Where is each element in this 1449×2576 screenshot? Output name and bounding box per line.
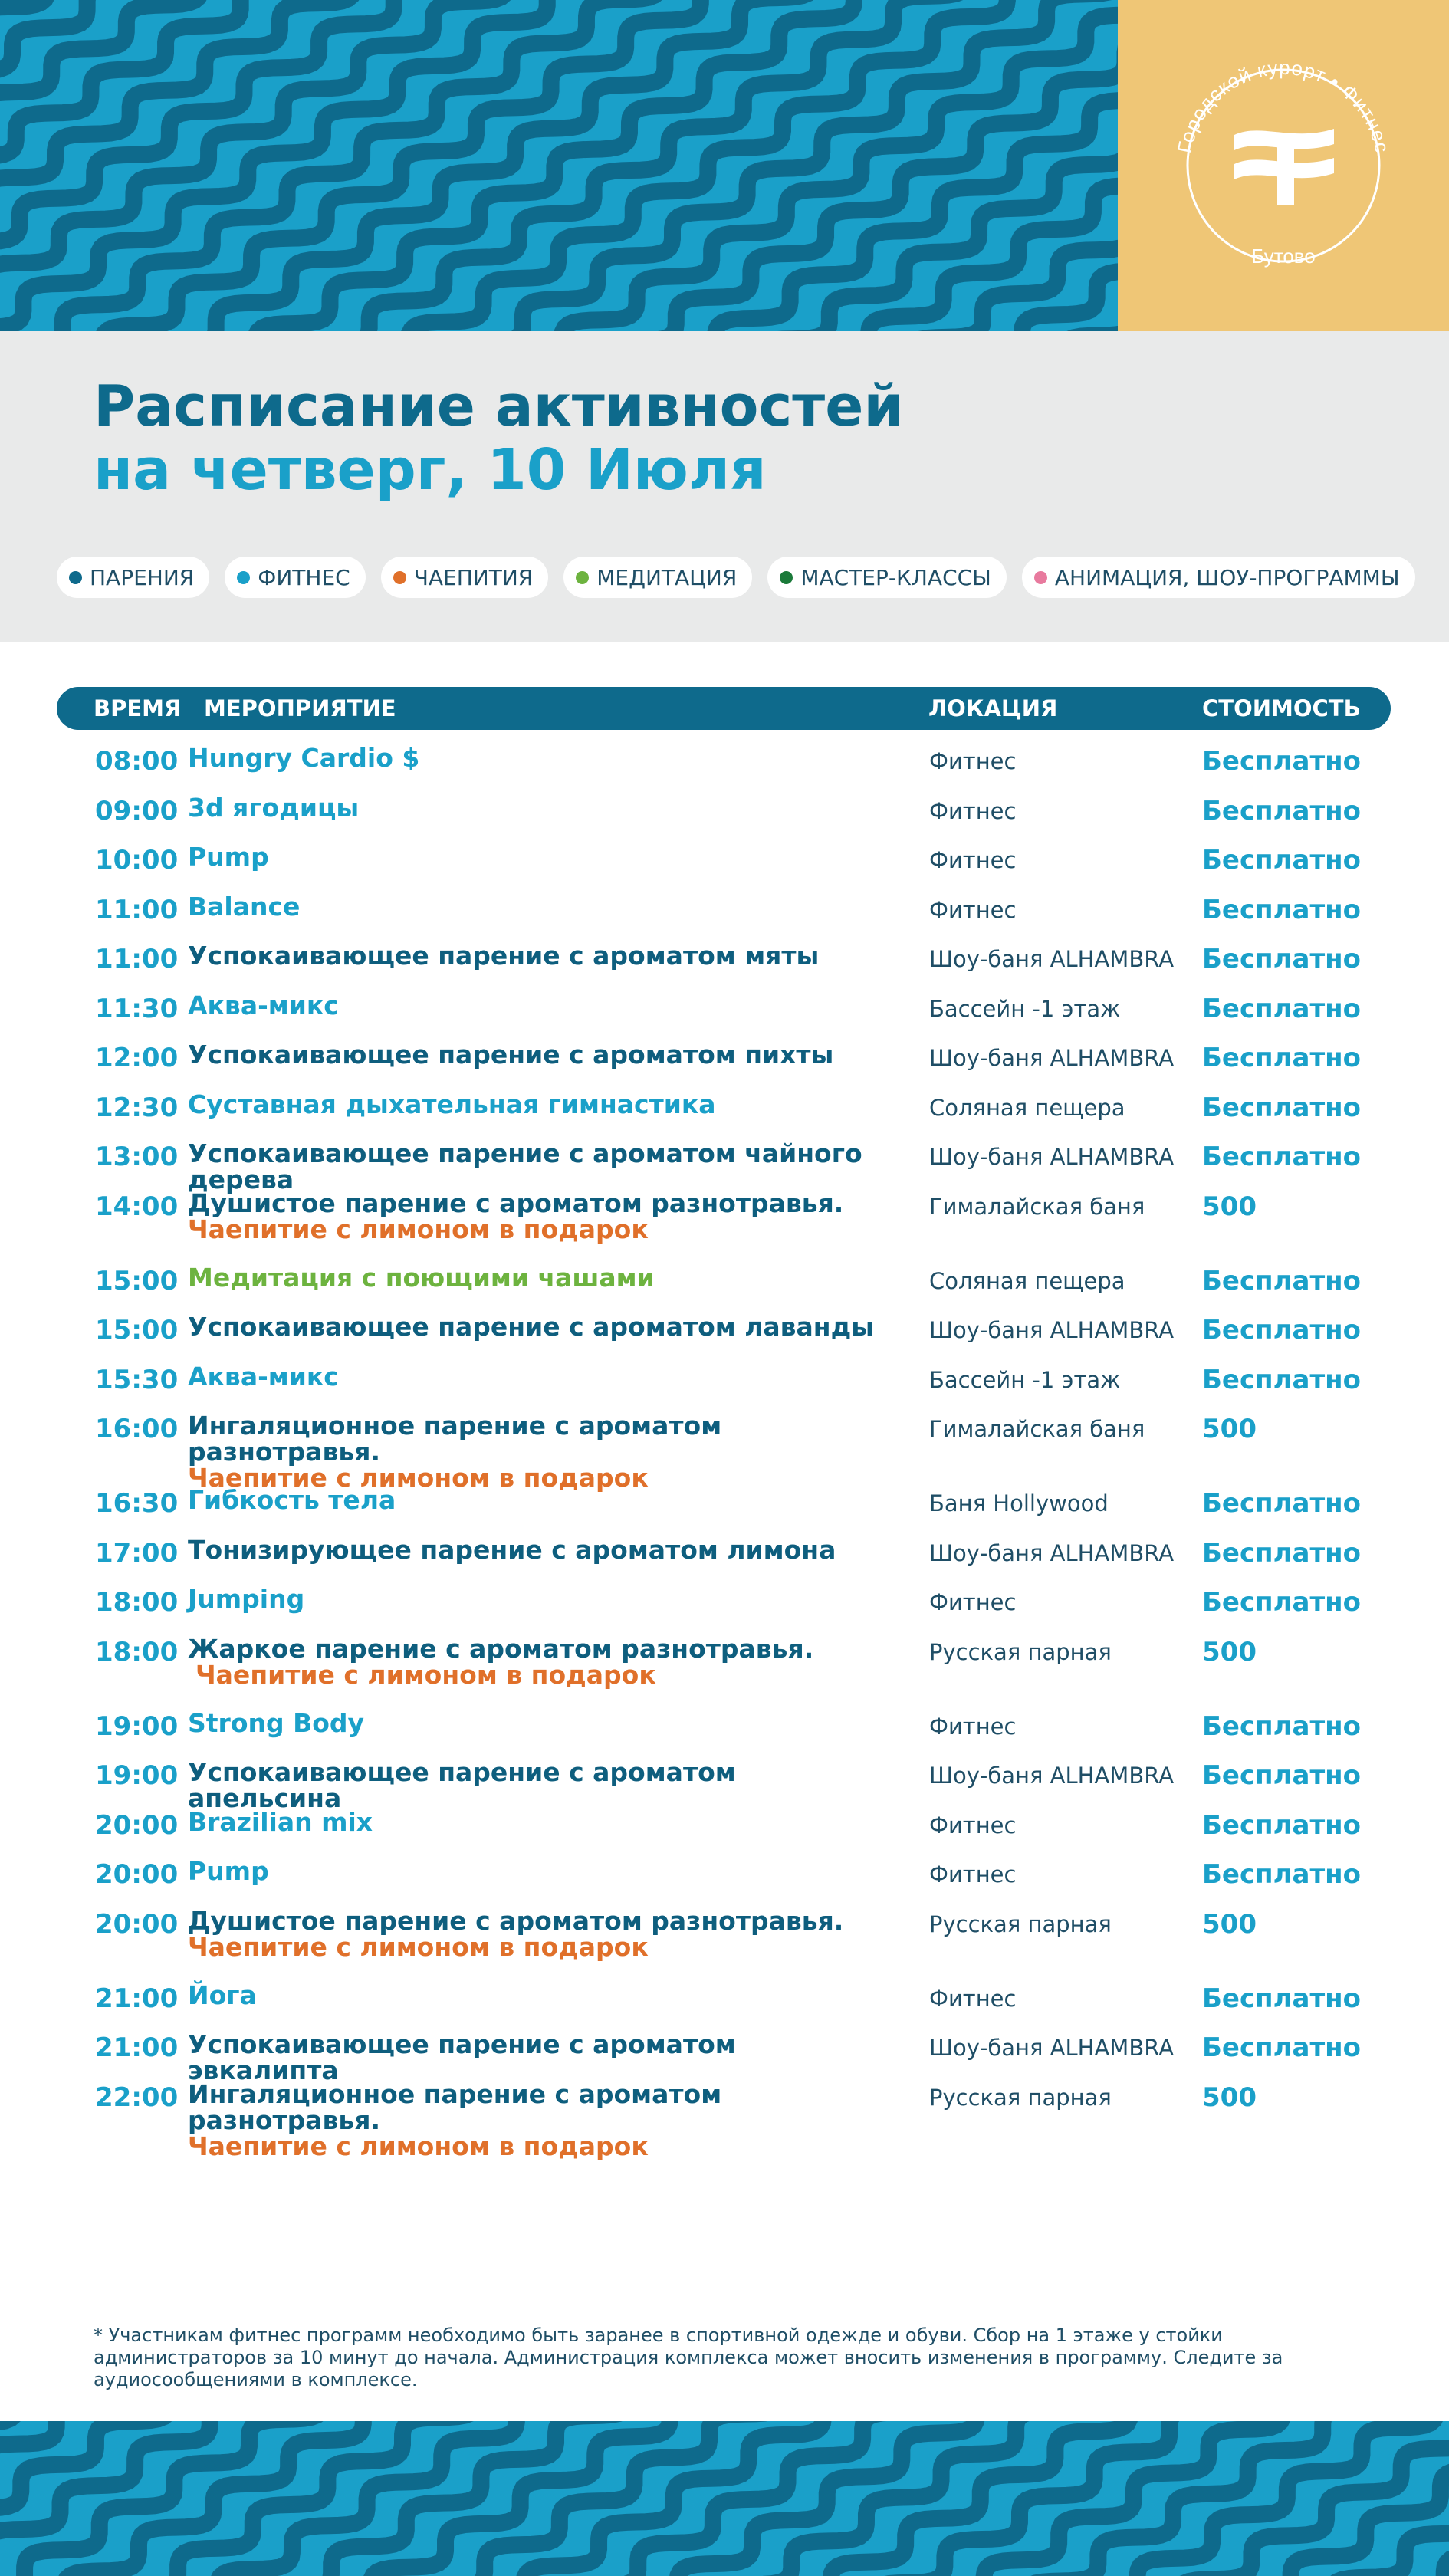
table-row: [0, 1405, 1449, 1493]
row-time: 20:00: [95, 1908, 179, 1940]
event-title: Суставная дыхательная гимнастика: [188, 1089, 716, 1119]
row-price: Бесплатно: [1202, 1859, 1362, 1890]
schedule-table-header: [57, 687, 1391, 730]
row-location: Фитнес: [929, 896, 1017, 923]
row-price: Бесплатно: [1202, 1043, 1362, 1073]
table-row: [0, 1084, 1449, 1134]
table-row: [0, 1356, 1449, 1406]
table-row: [0, 1306, 1449, 1356]
table-row: [0, 1851, 1449, 1901]
table-row: [0, 935, 1449, 985]
table-row: [0, 1257, 1449, 1307]
row-event: [188, 1314, 878, 1340]
top-banner: [0, 0, 1449, 331]
event-title: Pump: [188, 1856, 269, 1886]
row-time: 18:00: [95, 1636, 179, 1668]
event-title: Pump: [188, 842, 269, 872]
row-location: Фитнес: [929, 1861, 1017, 1888]
row-price: Бесплатно: [1202, 1265, 1362, 1296]
row-event: [188, 1262, 878, 1293]
brand-ring-text: Городской курорт • Фитнес: [1172, 55, 1395, 156]
row-time: 20:00: [95, 1859, 179, 1890]
row-event: [188, 1707, 878, 1738]
row-event: [188, 1806, 878, 1837]
event-title: Hungry Cardio $: [188, 743, 420, 773]
row-time: 11:00: [95, 944, 179, 974]
legend-item-tea: ЧАЕПИТИЯ: [381, 557, 549, 598]
table-row: [0, 1802, 1449, 1852]
row-time: 15:00: [95, 1315, 179, 1346]
event-title: Душистое парение с ароматом разнотравья.: [188, 1905, 844, 1936]
row-location: Русская парная: [929, 1911, 1112, 1937]
bottom-wave-pattern: [0, 2421, 1449, 2576]
header-time: ВРЕМЯ: [94, 695, 182, 721]
row-location: Шоу-баня ALHAMBRA: [929, 1763, 1175, 1789]
dot-icon: [69, 571, 82, 584]
table-row: [0, 1901, 1449, 1975]
row-price: Бесплатно: [1202, 1710, 1362, 1742]
row-price: Бесплатно: [1202, 1364, 1362, 1395]
event-title: Успокаивающее парение с ароматом эвкалипта: [188, 2029, 736, 2085]
event-title: Душистое парение с ароматом разнотравья.: [188, 1188, 844, 1218]
dot-icon: [393, 571, 406, 584]
row-time: 10:00: [95, 845, 179, 876]
table-row: [0, 1530, 1449, 1579]
event-title: Аква-микс: [188, 1361, 339, 1392]
table-row: [0, 985, 1449, 1035]
row-time: 18:00: [95, 1587, 179, 1618]
event-title: 3d ягодицы: [188, 792, 360, 823]
legend-item-animation: АНИМАЦИЯ, ШОУ-ПРОГРАММЫ: [1022, 557, 1415, 598]
row-price: 500: [1202, 1908, 1257, 1940]
legend-item-meditation: МЕДИТАЦИЯ: [564, 557, 752, 598]
row-event: [188, 844, 878, 870]
row-price: Бесплатно: [1202, 1488, 1362, 1519]
row-event: [188, 1586, 878, 1612]
row-time: 22:00: [95, 2082, 179, 2113]
row-price: Бесплатно: [1202, 1587, 1362, 1618]
row-location: Русская парная: [929, 2084, 1112, 2111]
page-title: Расписание активностей: [94, 373, 904, 439]
row-location: Фитнес: [929, 847, 1017, 873]
row-time: 21:00: [95, 2032, 179, 2063]
row-price: Бесплатно: [1202, 1760, 1362, 1791]
legend-item-fitness: ФИТНЕС: [225, 557, 365, 598]
table-row: [0, 787, 1449, 837]
row-location: Фитнес: [929, 1812, 1017, 1838]
row-location: Фитнес: [929, 748, 1017, 774]
logo-panel: [1118, 0, 1449, 331]
row-event: [188, 943, 878, 969]
row-location: Шоу-баня ALHAMBRA: [929, 1539, 1175, 1566]
header-price: СТОИМОСТЬ: [1202, 695, 1361, 721]
row-location: Бассейн -1 этаж: [929, 1366, 1121, 1393]
row-time: 15:00: [95, 1265, 179, 1296]
legend-item-steam: ПАРЕНИЯ: [57, 557, 209, 598]
row-price: Бесплатно: [1202, 944, 1362, 974]
row-price: 500: [1202, 1414, 1257, 1444]
row-event: [188, 990, 878, 1020]
table-row: [0, 1480, 1449, 1530]
row-location: Шоу-баня ALHAMBRA: [929, 946, 1175, 972]
row-price: 500: [1202, 1636, 1257, 1668]
row-time: 16:00: [95, 1414, 179, 1444]
row-event: [188, 1361, 878, 1392]
row-event: [188, 792, 878, 823]
row-time: 19:00: [95, 1710, 179, 1742]
tea-gift-note: Чаепитие с лимоном в подарок: [188, 1214, 649, 1244]
event-title: Успокаивающее парение с ароматом лаванды: [188, 1312, 875, 1342]
dot-icon: [576, 571, 589, 584]
row-event: [188, 1089, 878, 1119]
row-price: Бесплатно: [1202, 795, 1362, 826]
row-location: Фитнес: [929, 1985, 1017, 2012]
table-row: [0, 1579, 1449, 1628]
row-location: Гималайская баня: [929, 1416, 1145, 1442]
table-row: [0, 2024, 1449, 2085]
row-event: [188, 1487, 878, 1513]
row-event: [188, 1188, 878, 1244]
row-event: [188, 1534, 878, 1565]
tea-gift-note: Чаепитие с лимоном в подарок: [188, 2131, 649, 2161]
row-time: 14:00: [95, 1191, 179, 1222]
legend-item-masterclass: МАСТЕР-КЛАССЫ: [767, 557, 1007, 598]
event-title: Жаркое парение с ароматом разнотравья.: [188, 1633, 814, 1664]
event-title: Успокаивающее парение с ароматом чайного дерева: [188, 1138, 863, 1194]
event-title: Balance: [188, 891, 301, 922]
row-time: 11:30: [95, 993, 179, 1024]
row-event: [188, 1633, 878, 1690]
row-time: 19:00: [95, 1760, 179, 1791]
dot-icon: [780, 571, 793, 584]
row-time: 12:30: [95, 1092, 179, 1123]
row-time: 20:00: [95, 1809, 179, 1841]
row-event: [188, 1980, 878, 2010]
row-location: Шоу-баня ALHAMBRA: [929, 1317, 1175, 1343]
row-price: Бесплатно: [1202, 894, 1362, 925]
event-title: Медитация с поющими чашами: [188, 1262, 655, 1293]
row-price: 500: [1202, 2082, 1257, 2113]
footnote: * Участникам фитнес программ необходимо быть заранее в спортивной одежде и обуви. Сбор на 1 этаже у стойки администраторов за 10 минут до начала. Администрация комплекса может вносить изменения в программу. Следите за аудиосообщениями в комплексе.: [94, 2325, 1283, 2390]
row-price: 500: [1202, 1191, 1257, 1222]
event-title: Успокаивающее парение с ароматом пихты: [188, 1040, 834, 1070]
event-title: Гибкость тела: [188, 1485, 396, 1515]
row-time: 11:00: [95, 894, 179, 925]
row-time: 16:30: [95, 1488, 179, 1519]
row-location: Фитнес: [929, 797, 1017, 824]
row-time: 08:00: [95, 746, 179, 777]
event-title: Jumping: [188, 1584, 305, 1614]
row-price: Бесплатно: [1202, 1142, 1362, 1172]
dot-icon: [1034, 571, 1047, 584]
table-row: [0, 1628, 1449, 1703]
row-price: Бесплатно: [1202, 1315, 1362, 1346]
table-row: [0, 1034, 1449, 1084]
row-event: [188, 2078, 878, 2161]
table-row: [0, 1703, 1449, 1753]
tea-gift-note: Чаепитие с лимоном в подарок: [196, 1659, 656, 1690]
row-price: Бесплатно: [1202, 993, 1362, 1024]
row-event: [188, 1905, 878, 1962]
event-title: Strong Body: [188, 1707, 365, 1738]
event-title: Успокаивающее парение с ароматом мяты: [188, 941, 820, 971]
row-event: [188, 1042, 878, 1068]
row-location: Русская парная: [929, 1638, 1112, 1665]
row-event: [188, 1858, 878, 1884]
row-time: 15:30: [95, 1364, 179, 1395]
header-event: МЕРОПРИЯТИЕ: [204, 695, 396, 721]
row-price: Бесплатно: [1202, 845, 1362, 876]
table-row: [0, 2074, 1449, 2161]
row-location: Гималайская баня: [929, 1193, 1145, 1220]
row-price: Бесплатно: [1202, 1983, 1362, 2014]
category-legend: [57, 557, 1415, 598]
event-title: Brazilian mix: [188, 1806, 373, 1837]
row-price: Бесплатно: [1202, 1809, 1362, 1841]
tea-gift-note: Чаепитие с лимоном в подарок: [188, 1463, 649, 1493]
row-price: Бесплатно: [1202, 1537, 1362, 1569]
row-location: Шоу-баня ALHAMBRA: [929, 1144, 1175, 1170]
table-row: [0, 1133, 1449, 1194]
tea-gift-note: Чаепитие с лимоном в подарок: [188, 1931, 649, 1962]
row-price: Бесплатно: [1202, 1092, 1362, 1123]
row-location: Шоу-баня ALHAMBRA: [929, 1045, 1175, 1071]
brand-location-text: Бутово: [1251, 245, 1316, 268]
row-location: Баня Hollywood: [929, 1490, 1109, 1516]
table-row: [0, 1975, 1449, 2025]
row-event: [188, 745, 878, 771]
event-title: Ингаляционное парение с ароматом разнотравья.: [188, 1411, 722, 1467]
row-location: Шоу-баня ALHAMBRA: [929, 2035, 1175, 2061]
event-title: Аква-микс: [188, 990, 339, 1020]
row-time: 13:00: [95, 1142, 179, 1172]
wave-pattern: [0, 0, 1118, 331]
table-row: [0, 886, 1449, 936]
header-location: ЛОКАЦИЯ: [928, 695, 1058, 721]
row-location: Фитнес: [929, 1589, 1017, 1615]
row-location: Соляная пещера: [929, 1094, 1125, 1121]
row-time: 12:00: [95, 1043, 179, 1073]
row-location: Бассейн -1 этаж: [929, 995, 1121, 1022]
row-event: [188, 891, 878, 922]
event-title: Тонизирующее парение с ароматом лимона: [188, 1534, 836, 1565]
row-time: 09:00: [95, 795, 179, 826]
table-row: [0, 836, 1449, 886]
row-location: Соляная пещера: [929, 1267, 1125, 1294]
table-row: [0, 1183, 1449, 1257]
schedule-table-body: [0, 738, 1449, 2161]
event-title: Йога: [188, 1980, 257, 2010]
table-row: [0, 738, 1449, 787]
row-price: Бесплатно: [1202, 2032, 1362, 2063]
row-price: Бесплатно: [1202, 746, 1362, 777]
table-row: [0, 1752, 1449, 1813]
event-title: Ингаляционное парение с ароматом разнотравья.: [188, 2078, 722, 2135]
event-title: Успокаивающее парение с ароматом апельсина: [188, 1757, 736, 1813]
row-time: 17:00: [95, 1537, 179, 1569]
row-time: 21:00: [95, 1983, 179, 2014]
page-subtitle-date: на четверг, 10 Июля: [94, 437, 767, 503]
dot-icon: [237, 571, 250, 584]
row-location: Фитнес: [929, 1713, 1017, 1740]
